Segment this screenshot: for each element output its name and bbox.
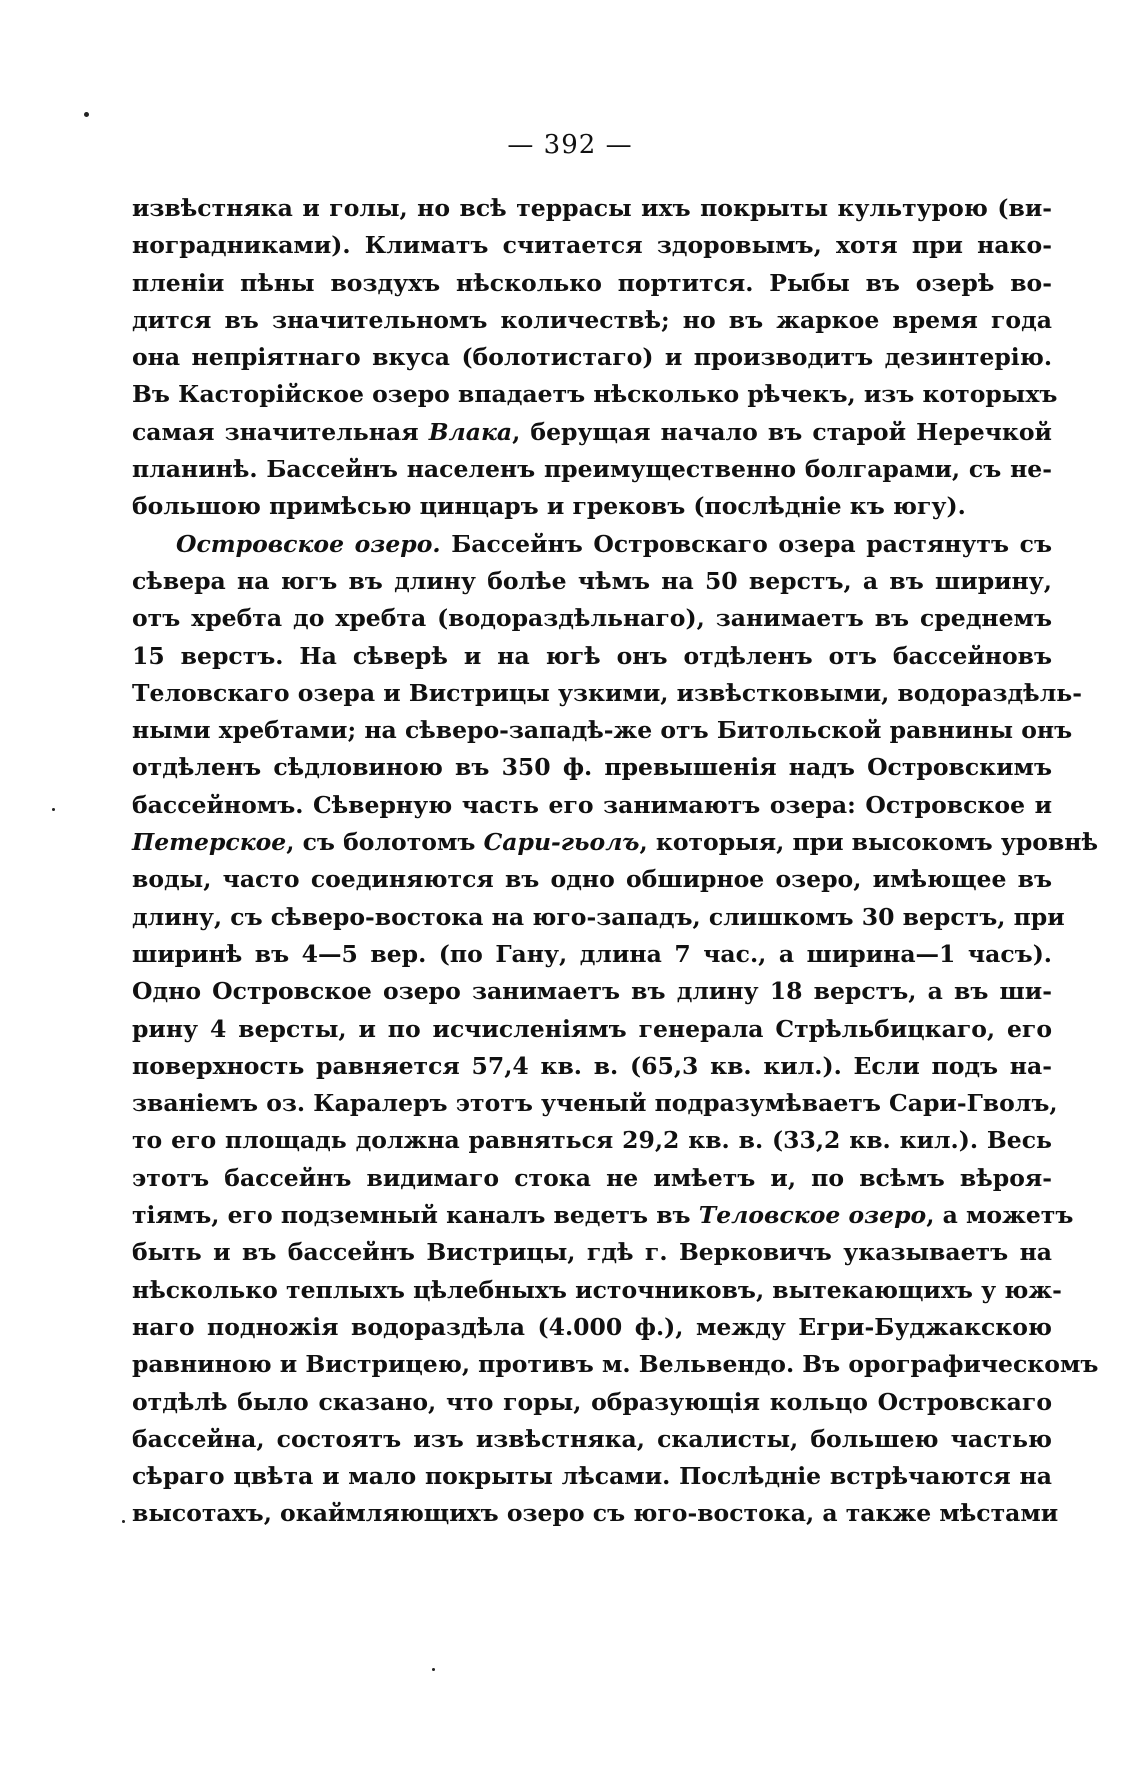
print-speck [122, 1520, 125, 1523]
text-line [132, 600, 1052, 637]
text-segment: , берущая начало въ старой Неречкой [512, 417, 1052, 446]
text-segment: ширинѣ въ 4—5 вер. (по Гану, длина 7 час., а ширина—1 часъ). [132, 939, 1052, 968]
text-line [132, 339, 1052, 376]
text-line [132, 1421, 1052, 1458]
text-segment: , а можетъ [926, 1201, 1074, 1230]
paragraph-2 [132, 526, 1099, 1533]
text-segment: , съ болотомъ [286, 828, 484, 857]
text-segment: пленіи пѣны воздухъ нѣсколько портится. Рыбы въ озерѣ во- [132, 268, 1052, 297]
text-segment: равниною и Вистрицею, противъ м. Вельвендо. Въ орографическомъ [132, 1350, 1099, 1379]
text-segment: этотъ бассейнъ видимаго стока не имѣетъ и, по всѣмъ вѣроя- [132, 1163, 1052, 1192]
text-segment: высотахъ, окаймляющихъ озеро съ юго-востока, а также мѣстами [132, 1499, 1059, 1528]
text-segment: сѣраго цвѣта и мало покрыты лѣсами. Послѣдніе встрѣчаются на [132, 1462, 1052, 1491]
print-speck [84, 112, 89, 117]
text-line [132, 414, 1052, 451]
text-segment: наго подножія водораздѣла (4.000 ф.), между Егри-Буджакскою [132, 1312, 1052, 1341]
text-segment: отдѣленъ сѣдловиною въ 350 ф. превышенія надъ Островскимъ [132, 753, 1052, 782]
text-segment: ноградниками). Климатъ считается здоровымъ, хотя при нако- [132, 231, 1052, 260]
text-line [132, 265, 1052, 302]
text-line [132, 1272, 1062, 1309]
text-line [132, 1085, 1058, 1122]
text-line [132, 1122, 1052, 1159]
text-segment: дится въ значительномъ количествѣ; но въ жаркое время года [132, 305, 1052, 334]
text-line [132, 1048, 1052, 1085]
page-number: — 392 — [507, 130, 633, 160]
text-line [132, 787, 1052, 824]
text-line [132, 638, 1052, 675]
text-segment: Бассейнъ Островскаго озера растянутъ съ [440, 529, 1052, 558]
text-segment: планинѣ. Бассейнъ населенъ преимущественно болгарами, съ не- [132, 455, 1052, 484]
text-segment: самая значительная [132, 417, 429, 446]
text-line [132, 488, 1052, 525]
text-segment: тіямъ, его подземный каналъ ведетъ въ [132, 1201, 699, 1230]
text-segment: сѣвера на югъ въ длину болѣе чѣмъ на 50 верстъ, а въ ширину, [132, 566, 1052, 595]
text-line [132, 1160, 1052, 1197]
text-line [132, 936, 1052, 973]
text-line [132, 675, 1082, 712]
text-segment: , которыя, при высокомъ уровнѣ [639, 828, 1099, 857]
text-line [132, 563, 1052, 600]
text-line [132, 302, 1052, 339]
text-line [132, 1197, 1074, 1234]
print-speck [52, 808, 55, 811]
text-line [132, 1346, 1099, 1383]
text-segment: длину, съ сѣверо-востока на юго-западъ, слишкомъ 30 верстъ, при [132, 902, 1065, 931]
text-segment: Въ Касторійское озеро впадаетъ нѣсколько рѣчекъ, изъ которыхъ [132, 380, 1058, 409]
italic-term: Сари-гьолъ [483, 828, 640, 857]
text-line [132, 376, 1058, 413]
italic-term: Влака [428, 417, 513, 446]
text-segment: воды, часто соединяются въ одно обширное озеро, имѣющее въ [132, 865, 1052, 894]
text-line [132, 451, 1052, 488]
italic-term: Островское озеро. [176, 529, 441, 558]
italic-term: Петерское [132, 828, 287, 857]
text-segment: поверхность равняется 57,4 кв. в. (65,3 кв. кил.). Если подъ на- [132, 1051, 1052, 1080]
text-segment: отдѣлѣ было сказано, что горы, образующія кольцо Островскаго [132, 1387, 1052, 1416]
text-line [132, 1458, 1052, 1495]
text-line [132, 1495, 1059, 1532]
text-segment: бассейна, состоятъ изъ извѣстняка, скалисты, большею частью [132, 1424, 1052, 1453]
text-segment: извѣстняка и голы, но всѣ террасы ихъ покрыты культурою (ви- [132, 194, 1052, 222]
text-line [132, 1011, 1052, 1048]
text-line [132, 1234, 1052, 1271]
page-body [132, 190, 1099, 1533]
text-segment: она непріятнаго вкуса (болотистаго) и производитъ дезинтерію. [132, 343, 1052, 372]
text-line [132, 824, 1099, 861]
text-segment: большою примѣсью цинцаръ и грековъ (послѣдніе къ югу). [132, 492, 966, 521]
text-segment: ными хребтами; на сѣверо-западѣ-же отъ Битольской равнины онъ [132, 716, 1073, 745]
text-line [132, 749, 1052, 786]
text-line [132, 190, 1052, 227]
text-line [132, 899, 1065, 936]
italic-term: Теловское озеро [698, 1201, 927, 1230]
text-segment: нѣсколько теплыхъ цѣлебныхъ источниковъ, вытекающихъ у юж- [132, 1275, 1062, 1304]
text-segment: бассейномъ. Сѣверную часть его занимаютъ озера: Островское и [132, 790, 1052, 819]
text-segment: то его площадь должна равняться 29,2 кв. в. (33,2 кв. кил.). Весь [132, 1126, 1052, 1155]
text-line [132, 526, 1052, 563]
print-speck [432, 1668, 435, 1671]
paragraph-1 [132, 190, 1058, 526]
text-segment: званіемъ оз. Каралеръ этотъ ученый подразумѣваетъ Сари-Гволъ, [132, 1089, 1058, 1118]
text-line [132, 712, 1073, 749]
text-segment: рину 4 версты, и по исчисленіямъ генерала Стрѣльбицкаго, его [132, 1014, 1052, 1043]
text-line [132, 861, 1052, 898]
text-line [132, 1309, 1052, 1346]
text-segment: отъ хребта до хребта (водораздѣльнаго), занимаетъ въ среднемъ [132, 604, 1052, 633]
text-line [132, 1384, 1052, 1421]
text-line [132, 227, 1052, 264]
text-segment: Одно Островское озеро занимаетъ въ длину 18 верстъ, а въ ши- [132, 977, 1052, 1006]
text-segment: быть и въ бассейнъ Вистрицы, гдѣ г. Верковичъ указываетъ на [132, 1238, 1052, 1267]
text-segment: 15 верстъ. На сѣверѣ и на югѣ онъ отдѣленъ отъ бассейновъ [132, 641, 1052, 670]
text-segment: Теловскаго озера и Вистрицы узкими, извѣстковыми, водораздѣль- [132, 678, 1082, 707]
text-line [132, 973, 1052, 1010]
